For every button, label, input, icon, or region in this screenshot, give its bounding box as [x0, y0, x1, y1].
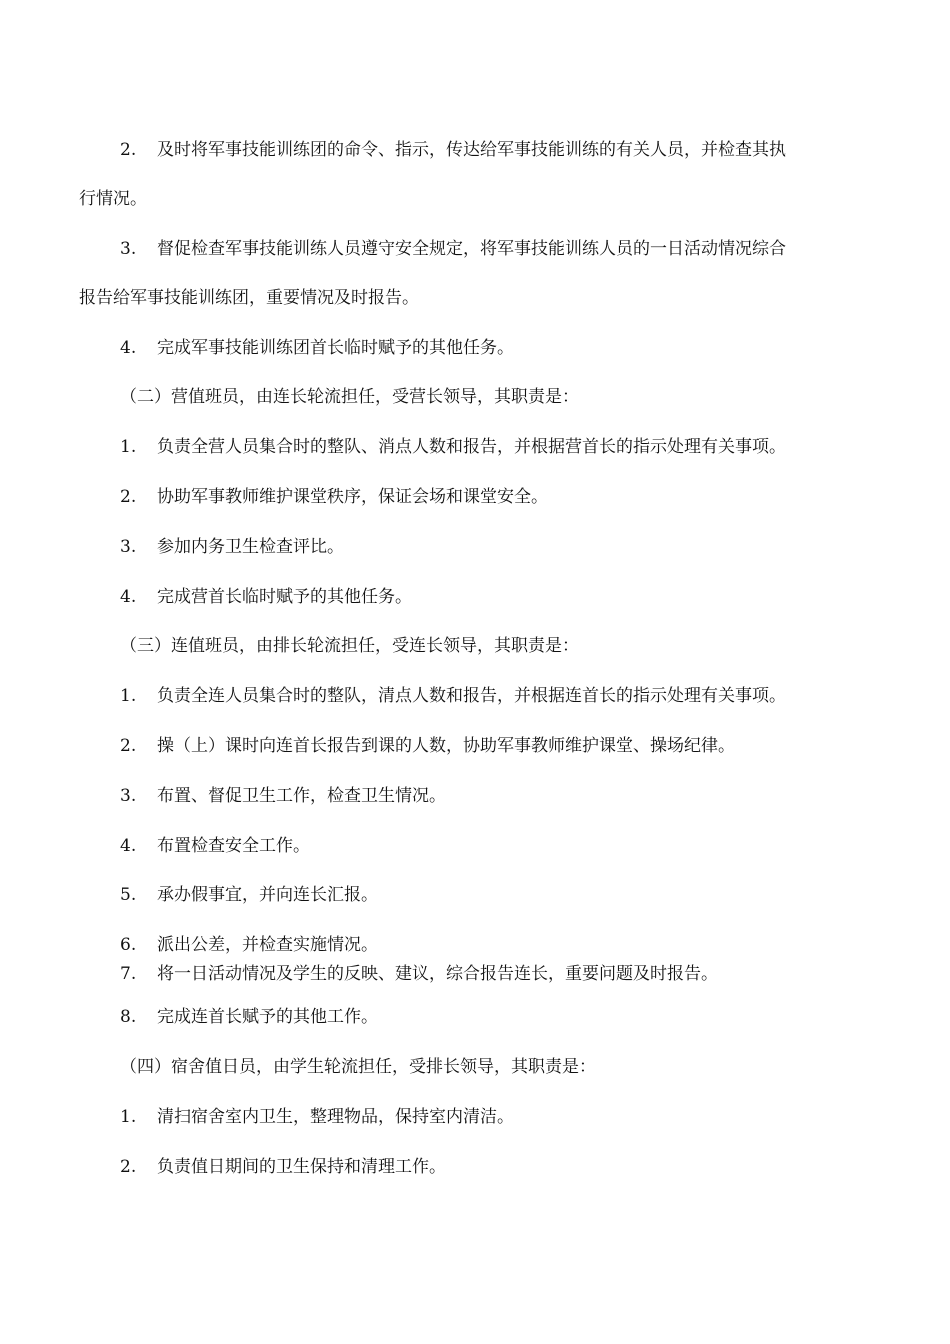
item-text: 清扫宿舍室内卫生，整理物品，保持室内清洁。: [157, 1107, 514, 1127]
item-text: 督促检查军事技能训练人员遵守安全规定，将军事技能训练人员的一日活动情况综合: [157, 239, 786, 259]
item-number: 4.: [120, 338, 137, 358]
item-text: 负责全营人员集合时的整队、消点人数和报告，并根据营首长的指示处理有关事项。: [157, 437, 786, 457]
item-number: 2.: [120, 140, 137, 160]
item-text: 派出公差，并检查实施情况。: [157, 935, 378, 955]
item-text: 完成连首长赋予的其他工作。: [157, 1007, 378, 1027]
item-text: 完成军事技能训练团首长临时赋予的其他任务。: [157, 338, 514, 358]
item-text: 布置检查安全工作。: [157, 836, 310, 856]
item-number: 3.: [120, 537, 137, 557]
item-text: 及时将军事技能训练团的命令、指示，传达给军事技能训练的有关人员，并检查其执: [157, 140, 786, 160]
item-text: 操（上）课时向连首长报告到课的人数，协助军事教师维护课堂、操场纪律。: [157, 736, 735, 756]
item-number: 2.: [120, 1157, 137, 1177]
item-number: 1.: [120, 437, 137, 457]
item-number: 3.: [120, 239, 137, 259]
item-number: 1.: [120, 686, 137, 706]
item-number: 7.: [120, 964, 137, 984]
item-text: 负责值日期间的卫生保持和清理工作。: [157, 1157, 446, 1177]
item-number: 4.: [120, 836, 137, 856]
item-text-continued: 报告给军事技能训练团，重要情况及时报告。: [79, 288, 419, 308]
item-text: 承办假事宜，并向连长汇报。: [157, 885, 378, 905]
section-heading-text: （三）连值班员，由排长轮流担任，受连长领导，其职责是：: [120, 636, 579, 656]
item-number: 5.: [120, 885, 137, 905]
section-heading-text: （二）营值班员，由连长轮流担任，受营长领导，其职责是：: [120, 387, 579, 407]
item-number: 3.: [120, 786, 137, 806]
item-number: 4.: [120, 587, 137, 607]
item-text: 将一日活动情况及学生的反映、建议，综合报告连长，重要问题及时报告。: [157, 964, 718, 984]
item-text: 负责全连人员集合时的整队，清点人数和报告，并根据连首长的指示处理有关事项。: [157, 686, 786, 706]
item-number: 6.: [120, 935, 137, 955]
item-number: 2.: [120, 736, 137, 756]
item-text: 协助军事教师维护课堂秩序，保证会场和课堂安全。: [157, 487, 548, 507]
item-text: 参加内务卫生检查评比。: [157, 537, 344, 557]
item-number: 1.: [120, 1107, 137, 1127]
item-number: 2.: [120, 487, 137, 507]
item-text: 完成营首长临时赋予的其他任务。: [157, 587, 412, 607]
item-number: 8.: [120, 1007, 137, 1027]
item-text: 布置、督促卫生工作，检查卫生情况。: [157, 786, 446, 806]
section-heading-text: （四）宿舍值日员，由学生轮流担任，受排长领导，其职责是：: [120, 1057, 596, 1077]
item-text-continued: 行情况。: [79, 189, 147, 209]
